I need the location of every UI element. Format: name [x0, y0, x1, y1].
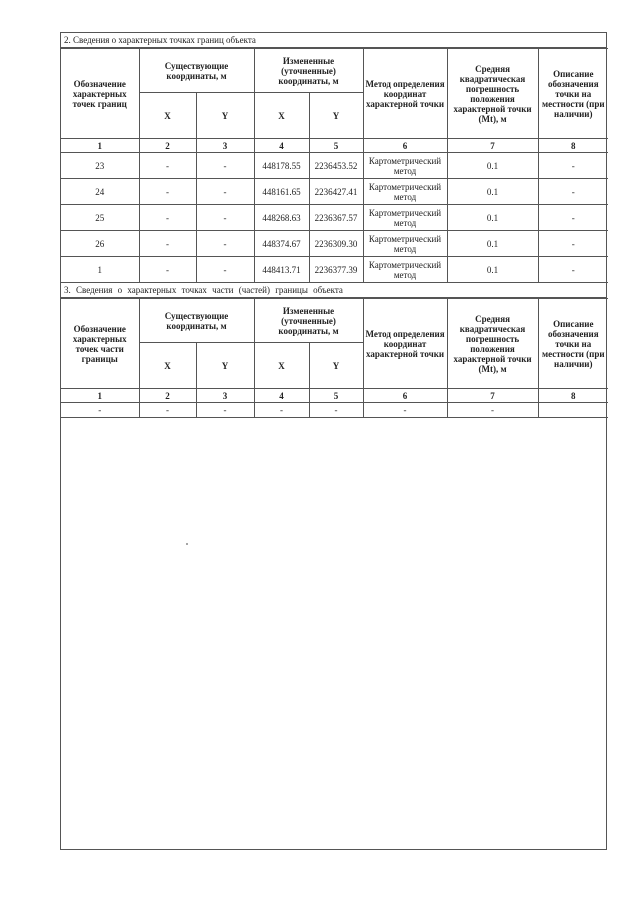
header-description: Описание обозначения точки на местности (при наличии) — [538, 299, 608, 389]
point-id: 23 — [61, 153, 139, 179]
description: - — [538, 153, 608, 179]
header-changed-y: Y — [309, 343, 363, 389]
header-changed-x: X — [254, 93, 309, 139]
col-number: 3 — [196, 139, 254, 153]
section-2-table — [61, 48, 608, 283]
changed-x: 448161.65 — [254, 179, 309, 205]
description: - — [538, 231, 608, 257]
header-existing-coords: Существующие координаты, м — [139, 49, 254, 93]
col-number: 3 — [196, 389, 254, 403]
table-row — [61, 403, 608, 418]
existing-x: - — [139, 403, 196, 418]
changed-x: 448268.63 — [254, 205, 309, 231]
changed-y: 2236367.57 — [309, 205, 363, 231]
point-id: 25 — [61, 205, 139, 231]
point-id: 24 — [61, 179, 139, 205]
method — [363, 231, 447, 257]
method-text: Картометрический метод — [368, 155, 442, 176]
header-existing-x: X — [139, 93, 196, 139]
accuracy: 0.1 — [447, 205, 538, 231]
col-number: 8 — [538, 389, 608, 403]
scan-speck — [186, 543, 188, 545]
header-changed-x: X — [254, 343, 309, 389]
table-row — [61, 257, 608, 283]
point-id: 1 — [61, 257, 139, 283]
header-designation: Обозначение характерных точек границ — [61, 49, 139, 139]
changed-y: 2236377.39 — [309, 257, 363, 283]
accuracy: 0.1 — [447, 153, 538, 179]
header-changed-y: Y — [309, 93, 363, 139]
method-text: Картометрический метод — [368, 207, 442, 228]
col-number: 4 — [254, 389, 309, 403]
col-number: 4 — [254, 139, 309, 153]
table-row — [61, 153, 608, 179]
existing-x: - — [139, 205, 196, 231]
description: - — [538, 257, 608, 283]
point-id: - — [61, 403, 139, 418]
method — [363, 205, 447, 231]
method-text: Картометрический метод — [368, 259, 442, 280]
existing-y: - — [196, 179, 254, 205]
existing-x: - — [139, 257, 196, 283]
col-number: 5 — [309, 389, 363, 403]
changed-y: 2236427.41 — [309, 179, 363, 205]
changed-x: 448374.67 — [254, 231, 309, 257]
changed-x: - — [254, 403, 309, 418]
changed-x: 448413.71 — [254, 257, 309, 283]
existing-y: - — [196, 205, 254, 231]
header-changed-coords: Измененные (уточненные) координаты, м — [254, 299, 363, 343]
changed-x: 448178.55 — [254, 153, 309, 179]
col-number: 1 — [61, 389, 139, 403]
existing-x: - — [139, 153, 196, 179]
description: - — [538, 205, 608, 231]
method — [363, 179, 447, 205]
header-method: Метод определения координат характерной точки — [363, 299, 447, 389]
header-existing-x: X — [139, 343, 196, 389]
method: - — [363, 403, 447, 418]
existing-y: - — [196, 153, 254, 179]
header-accuracy: Средняя квадратическая погрешность положения характерной точки (Mt), м — [447, 49, 538, 139]
existing-y: - — [196, 403, 254, 418]
existing-x: - — [139, 231, 196, 257]
header-accuracy: Средняя квадратическая погрешность положения характерной точки (Mt), м — [447, 299, 538, 389]
description — [538, 403, 608, 418]
changed-y: - — [309, 403, 363, 418]
header-changed-coords: Измененные (уточненные) координаты, м — [254, 49, 363, 93]
section-2-title: 2. Сведения о характерных точках границ объекта — [61, 33, 606, 48]
col-number: 6 — [363, 139, 447, 153]
section-3-table — [61, 298, 608, 418]
section-3-title: 3. Сведения о характерных точках части (частей) границы объекта — [61, 283, 606, 298]
accuracy: 0.1 — [447, 179, 538, 205]
existing-x: - — [139, 179, 196, 205]
col-number: 7 — [447, 389, 538, 403]
accuracy: - — [447, 403, 538, 418]
col-number: 6 — [363, 389, 447, 403]
accuracy: 0.1 — [447, 257, 538, 283]
table-row — [61, 179, 608, 205]
point-id: 26 — [61, 231, 139, 257]
method — [363, 153, 447, 179]
document-sheet — [60, 32, 607, 850]
existing-y: - — [196, 231, 254, 257]
header-designation: Обозначение характерных точек части границы — [61, 299, 139, 389]
header-description: Описание обозначения точки на местности (при наличии) — [538, 49, 608, 139]
accuracy: 0.1 — [447, 231, 538, 257]
table-row — [61, 205, 608, 231]
col-number: 2 — [139, 389, 196, 403]
col-number: 5 — [309, 139, 363, 153]
method-text: Картометрический метод — [368, 233, 442, 254]
header-method: Метод определения координат характерной точки — [363, 49, 447, 139]
col-number: 8 — [538, 139, 608, 153]
header-existing-y: Y — [196, 343, 254, 389]
existing-y: - — [196, 257, 254, 283]
col-number: 2 — [139, 139, 196, 153]
method-text: Картометрический метод — [368, 181, 442, 202]
header-existing-y: Y — [196, 93, 254, 139]
header-existing-coords: Существующие координаты, м — [139, 299, 254, 343]
col-number: 1 — [61, 139, 139, 153]
changed-y: 2236453.52 — [309, 153, 363, 179]
col-number: 7 — [447, 139, 538, 153]
method — [363, 257, 447, 283]
description: - — [538, 179, 608, 205]
changed-y: 2236309.30 — [309, 231, 363, 257]
table-row — [61, 231, 608, 257]
